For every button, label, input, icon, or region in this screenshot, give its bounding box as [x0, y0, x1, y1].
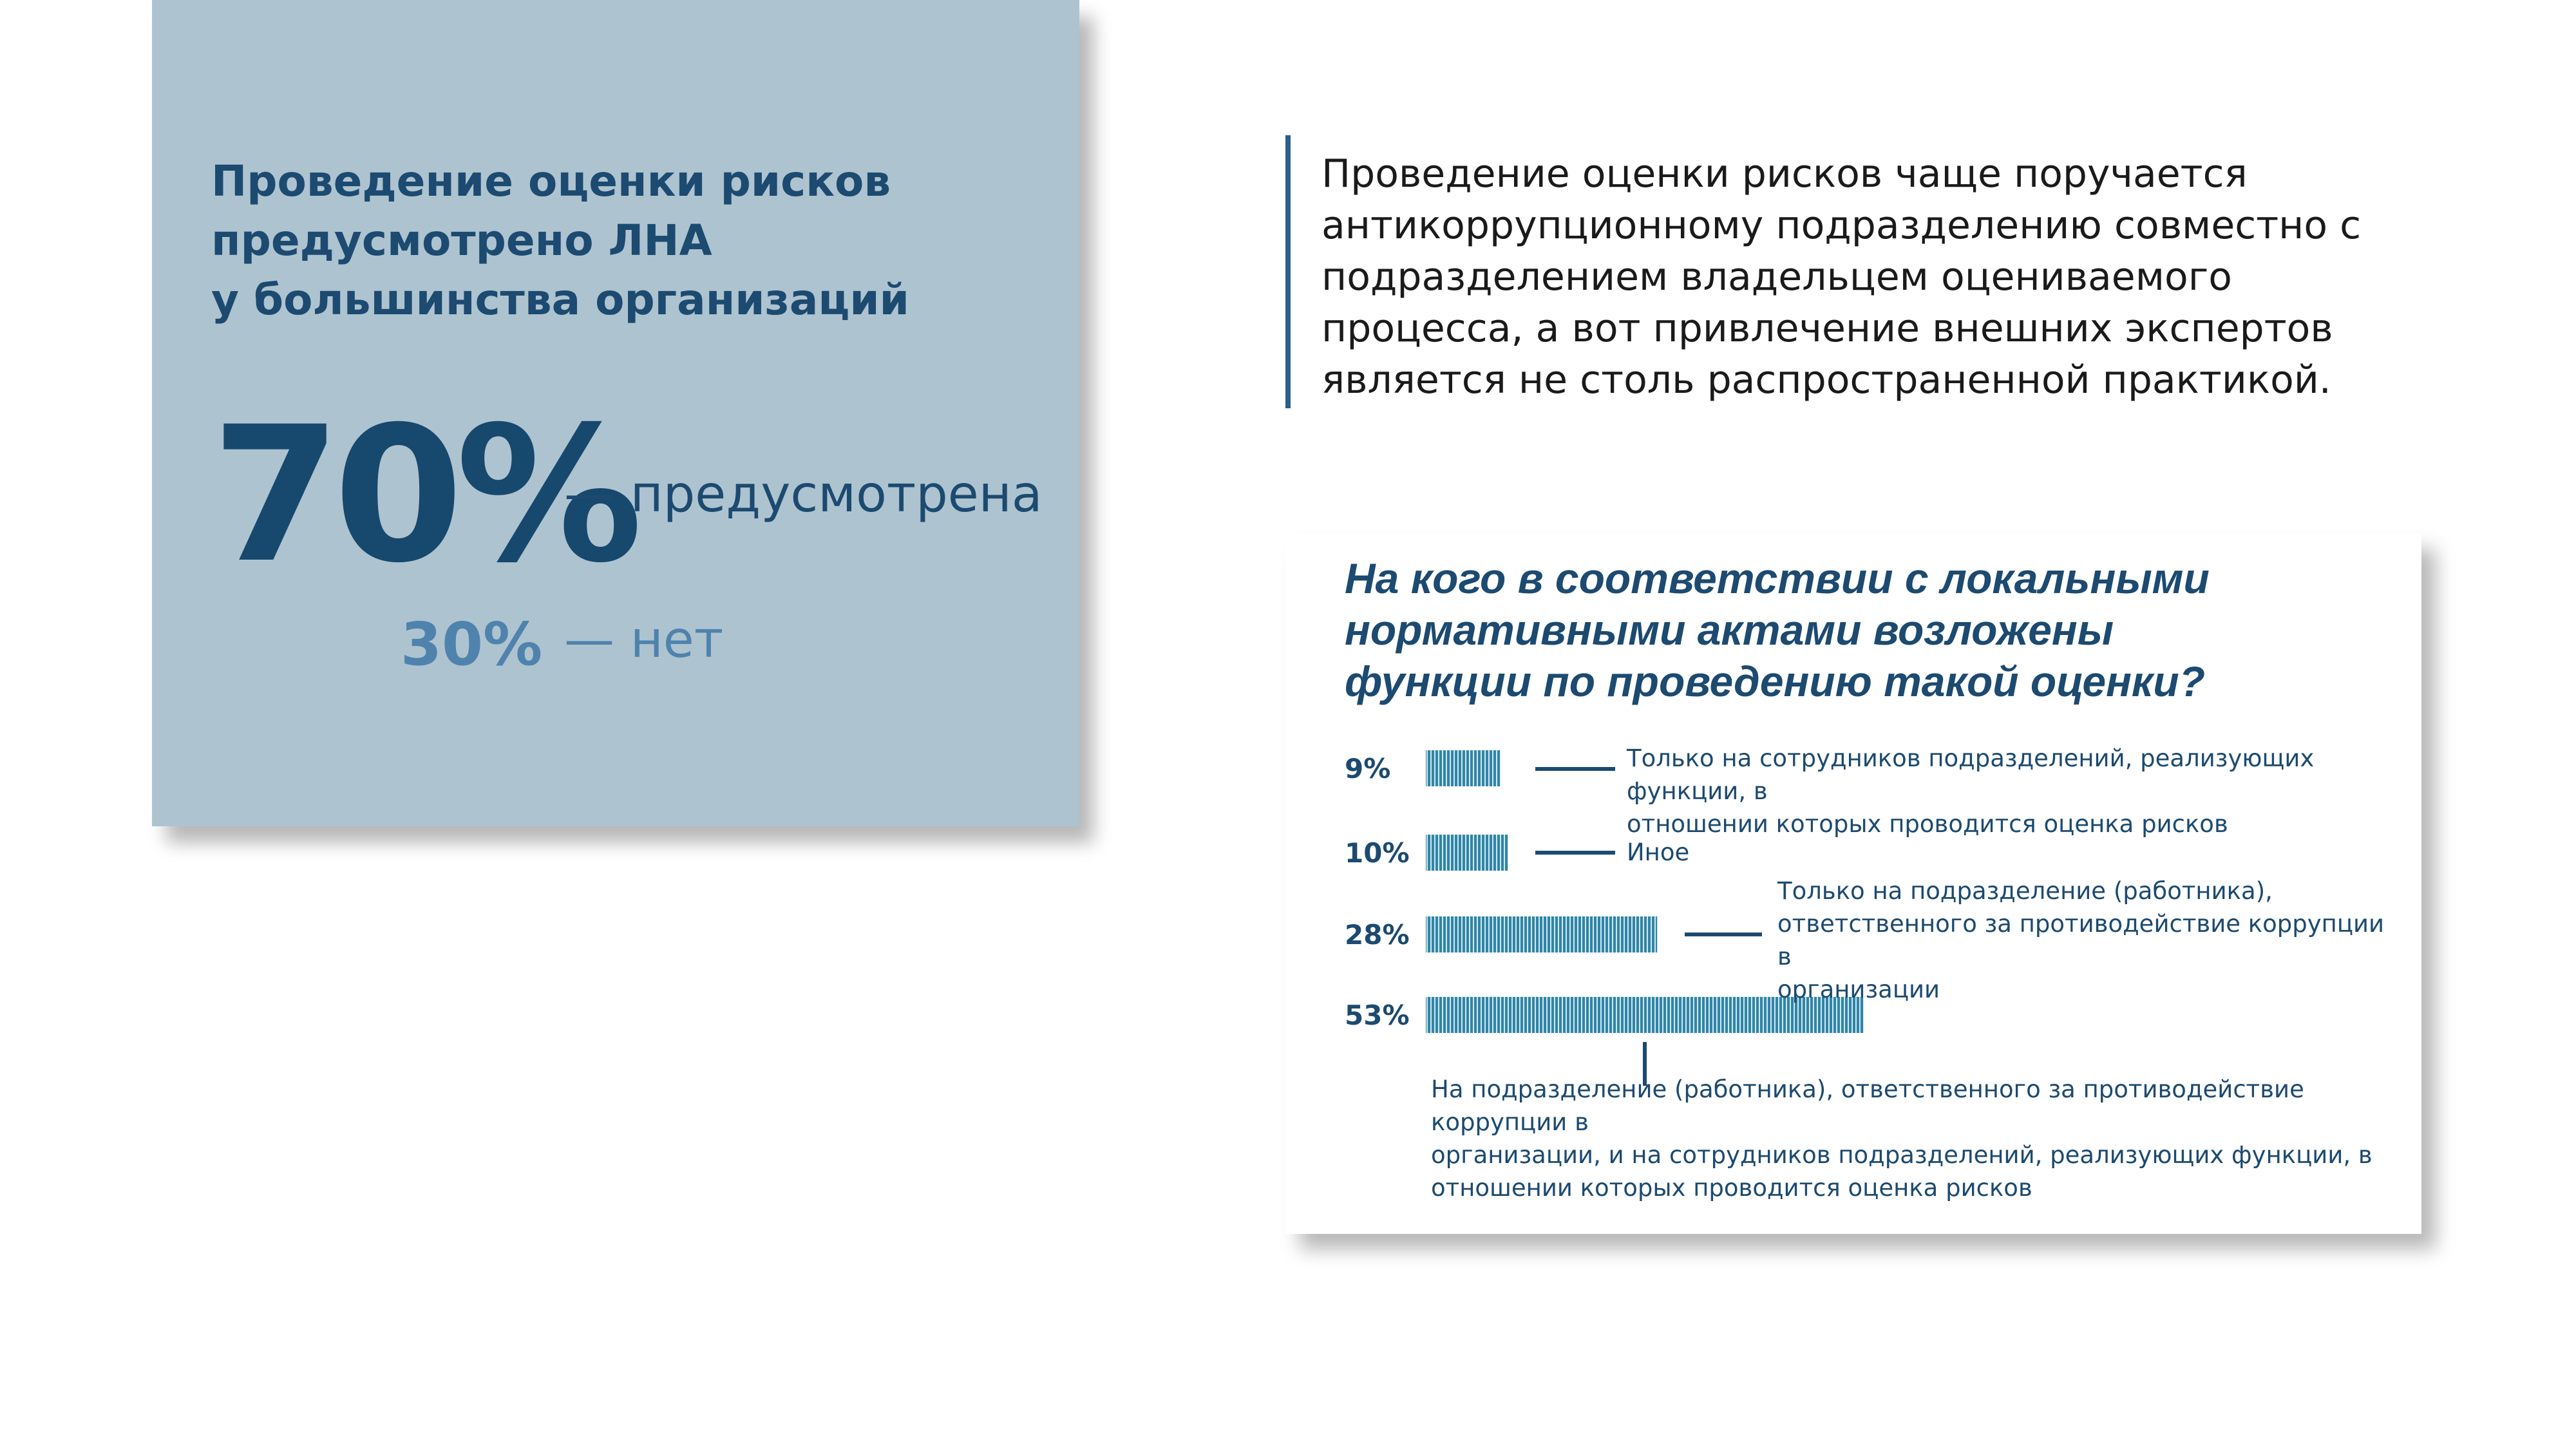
big-percentage-label: — предусмотрена	[564, 466, 1043, 524]
chart-title-line-3: функции по проведению такой оценки?	[1345, 658, 2206, 705]
annotation-3-line-1: На подразделение (работника), ответственного за противодействие коррупции в	[1431, 1075, 2304, 1136]
summary-title-line-1: Проведение оценки рисков	[211, 156, 891, 206]
annotation-0	[1627, 742, 2400, 840]
summary-title-line-2: предусмотрено ЛНА	[211, 216, 712, 265]
annotation-2	[1777, 875, 2396, 1006]
chart-title-line-1: На кого в соответствии с локальными	[1345, 554, 2210, 602]
value-label-1: 10%	[1345, 837, 1410, 869]
value-label-3: 53%	[1345, 999, 1410, 1031]
quote-accent-bar	[1285, 135, 1291, 408]
small-percentage: 30%	[401, 610, 543, 679]
summary-title-line-3: у большинства организаций	[211, 275, 909, 325]
annotation-0-line-1: Только на сотрудников подразделений, реализующих функции, в	[1627, 744, 2315, 805]
annotation-3	[1431, 1073, 2410, 1204]
annotation-1-line-1: Иное	[1627, 838, 1690, 866]
quote-text: Проведение оценки рисков чаще поручается антикоррупционному подразделению совместно с подразделением владельцем оцениваемого процесса, а вот привлечение внешних экспертов является не столь распространенной практикой.	[1321, 151, 2362, 402]
summary-title	[211, 152, 1048, 330]
annotation-1	[1627, 836, 2142, 869]
small-percentage-label: — нет	[564, 611, 724, 669]
bar-2	[1426, 916, 1657, 952]
left-summary-card	[152, 0, 1079, 826]
bar-1	[1426, 835, 1508, 871]
annotation-3-line-2: организации, и на сотрудников подразделений, реализующих функции, в	[1431, 1141, 2372, 1169]
annotation-3-line-3: отношении которых проводится оценка рисков	[1431, 1174, 2032, 1202]
chart-title-line-2: нормативными актами возложены	[1345, 606, 2114, 654]
chart-card	[1285, 533, 2421, 1234]
annotation-2-line-3: организации	[1777, 976, 1940, 1003]
annotation-2-line-1: Только на подразделение (работника),	[1777, 877, 2273, 905]
annotation-0-line-2: отношении которых проводится оценка рисков	[1627, 810, 2228, 838]
value-label-2: 28%	[1345, 919, 1410, 951]
value-label-0: 9%	[1345, 753, 1391, 784]
bar-0	[1426, 750, 1500, 786]
big-percentage: 70%	[211, 387, 636, 604]
annotation-2-line-2: ответственного за противодействие коррупции в	[1777, 910, 2385, 971]
